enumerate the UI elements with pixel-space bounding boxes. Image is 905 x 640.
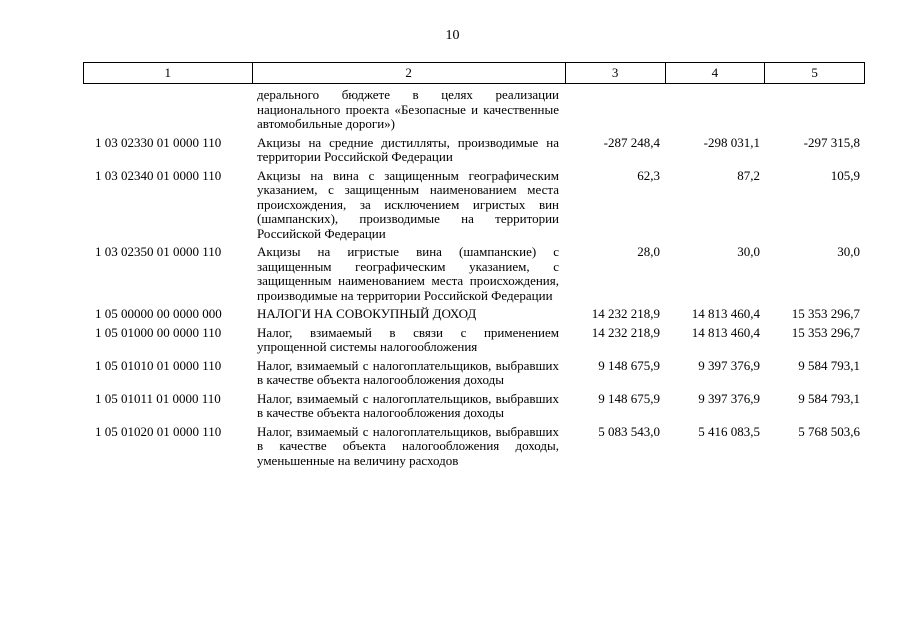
table-header	[83, 62, 865, 84]
budget-code: 1 05 01011 01 0000 110	[95, 390, 221, 406]
value-col5: 5 768 503,6	[798, 423, 860, 439]
value-col3: 5 083 543,0	[598, 423, 660, 439]
value-col4: -298 031,1	[703, 134, 760, 150]
budget-code: 1 05 01000 00 0000 110	[95, 324, 222, 340]
budget-code: 1 03 02350 01 0000 110	[95, 244, 222, 259]
revenue-name: НАЛОГИ НА СОВОКУПНЫЙ ДОХОД	[257, 306, 477, 321]
budget-code: 1 05 01020 01 0000 110	[95, 423, 222, 439]
value-col3	[565, 88, 665, 132]
table-row	[83, 326, 865, 355]
value-col4: 30,0	[737, 244, 760, 259]
budget-code: 1 03 02340 01 0000 110	[95, 167, 222, 183]
value-col3: 14 232 218,9	[591, 306, 660, 321]
value-col5: 9 584 793,1	[798, 390, 860, 406]
column-header-2: 2	[252, 63, 565, 83]
value-col3: 9 148 675,9	[598, 357, 660, 373]
value-col3: 9 148 675,9	[598, 390, 660, 406]
table-row	[83, 307, 865, 322]
column-header-3: 3	[565, 63, 665, 83]
budget-code	[83, 88, 251, 132]
value-col4: 9 397 376,9	[698, 390, 760, 406]
value-col3: -287 248,4	[603, 134, 660, 150]
budget-code: 1 03 02330 01 0000 110	[95, 134, 222, 150]
revenue-name: дерального бюджете в целях реализации национального проекта «Безопасные и качественные автомобильные дороги»)	[257, 87, 559, 131]
revenue-name: Налог, взимаемый в связи с применением упрощенной системы налогообложения	[257, 324, 559, 354]
table-row	[83, 136, 865, 165]
value-col5: -297 315,8	[803, 134, 860, 150]
budget-code: 1 05 00000 00 0000 000	[95, 306, 222, 321]
table-body	[83, 88, 865, 472]
column-header-4: 4	[665, 63, 765, 83]
budget-code: 1 05 01010 01 0000 110	[95, 357, 222, 373]
value-col3: 14 232 218,9	[591, 324, 660, 340]
value-col3: 62,3	[637, 167, 660, 183]
page-number: 10	[445, 28, 460, 43]
revenue-name: Налог, взимаемый с налогоплательщиков, выбравших в качестве объекта налогообложения доходы	[257, 390, 559, 420]
value-col5: 15 353 296,7	[791, 306, 860, 321]
value-col5: 105,9	[830, 167, 860, 183]
revenue-name: Налог, взимаемый с налогоплательщиков, выбравших в качестве объекта налогообложения доходы	[257, 357, 559, 387]
revenue-name: Акцизы на вина с защищенным географическим указанием, с защищенным наименованием места происхождения, за исключением игристых вин (шампанских), производимые на территории Российской Федерации	[257, 167, 559, 241]
table-row	[83, 425, 865, 469]
value-col5: 30,0	[837, 244, 860, 259]
value-col4: 14 813 460,4	[691, 306, 760, 321]
value-col5	[765, 88, 865, 132]
column-header-5: 5	[764, 63, 864, 83]
value-col5: 9 584 793,1	[798, 357, 860, 373]
table-row	[83, 169, 865, 242]
value-col4	[665, 88, 765, 132]
revenue-name: Налог, взимаемый с налогоплательщиков, выбравших в качестве объекта налогообложения доходы, уменьшенные на величину расходов	[257, 423, 559, 468]
value-col4: 87,2	[737, 167, 760, 183]
column-header-1: 1	[164, 65, 172, 80]
value-col4: 5 416 083,5	[698, 423, 760, 439]
table-row	[83, 359, 865, 388]
table-row	[83, 245, 865, 303]
value-col4: 14 813 460,4	[691, 324, 760, 340]
revenue-name: Акцизы на средние дистилляты, производимые на территории Российской Федерации	[257, 134, 559, 164]
value-col4: 9 397 376,9	[698, 357, 760, 373]
value-col3: 28,0	[637, 244, 660, 259]
revenue-name: Акцизы на игристые вина (шампанские) с защищенным географическим указанием, с защищенным наименованием места происхождения, производимые на территории Российской Федерации	[257, 244, 559, 303]
value-col5: 15 353 296,7	[791, 324, 860, 340]
table-row	[83, 392, 865, 421]
table-row	[83, 88, 865, 132]
